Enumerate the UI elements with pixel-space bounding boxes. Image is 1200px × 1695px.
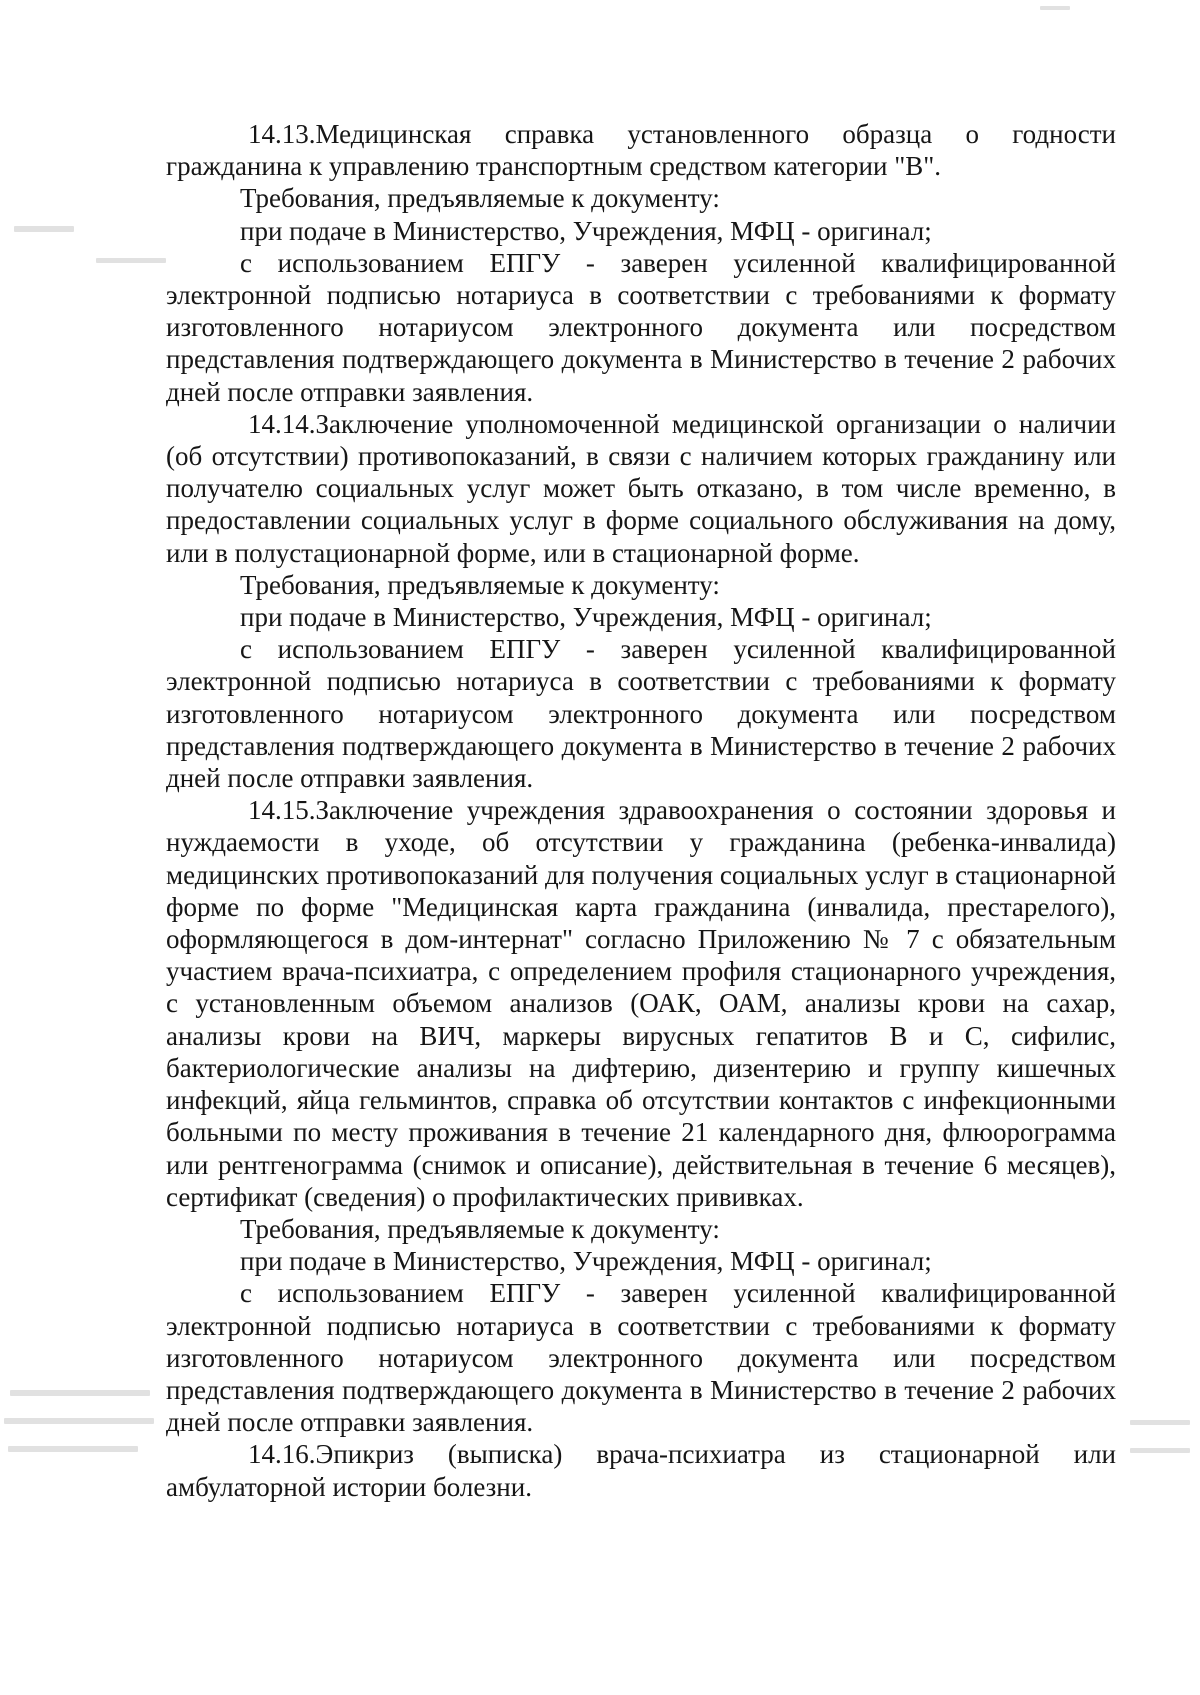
- scan-artifact: [14, 226, 74, 232]
- scan-artifact: [1130, 1448, 1190, 1453]
- requirement-original: при подаче в Министерство, Учреждения, МФЦ - оригинал;: [240, 1246, 932, 1277]
- requirement-epgu: с использованием ЕПГУ - заверен усиленной квалифицированной электронной подписью нотариуса в соответствии с требованиями к формату изготовленного нотариусом электронного документа или посредством представления подтверждающего документа в Министерство в течение 2 рабочих дней после отправки заявления.: [166, 634, 1116, 794]
- requirements-title: Требования, предъявляемые к документу:: [240, 569, 720, 600]
- requirement-epgu: с использованием ЕПГУ - заверен усиленной квалифицированной электронной подписью нотариуса в соответствии с требованиями к формату изготовленного нотариусом электронного документа или посредством представления подтверждающего документа в Министерство в течение 2 рабочих дней после отправки заявления.: [166, 247, 1116, 407]
- scan-artifact: [10, 1390, 150, 1396]
- scan-artifact: [1040, 6, 1070, 10]
- scan-artifact: [4, 1418, 154, 1424]
- scan-artifact: [1130, 1420, 1190, 1425]
- requirement-epgu: с использованием ЕПГУ - заверен усиленной квалифицированной электронной подписью нотариуса в соответствии с требованиями к формату изготовленного нотариусом электронного документа или посредством представления подтверждающего документа в Министерство в течение 2 рабочих дней после отправки заявления.: [166, 1278, 1116, 1438]
- requirements-title: Требования, предъявляемые к документу:: [240, 183, 720, 214]
- document-body: [166, 118, 1116, 1503]
- item-heading: 14.14.Заключение уполномоченной медицинской организации о наличии (об отсутствии) противопоказаний, в связи с наличием которых гражданину или получателю социальных услуг может быть отказано, в том числе временно, в предоставлении социальных услуг в форме социального обслуживания на дому, или в полустационарной форме, или в стационарной форме.: [166, 408, 1116, 568]
- requirements-title: Требования, предъявляемые к документу:: [240, 1213, 720, 1244]
- item-heading: 14.15.Заключение учреждения здравоохранения о состоянии здоровья и нуждаемости в уходе, об отсутствии у гражданина (ребенка-инвалида) медицинских противопоказаний для получения социальных услуг в стационарной форме по форме "Медицинская карта гражданина (инвалида, престарелого), оформляющегося в дом-интернат" согласно Приложению № 7 с обязательным участием врача-психиатра, с определением профиля стационарного учреждения, с установленным объемом анализов (ОАК, ОАМ, анализы крови на сахар, анализы крови на ВИЧ, маркеры вирусных гепатитов В и С, сифилис, бактериологические анализы на дифтерию, дизентерию и группу кишечных инфекций, яйца гельминтов, справка об отсутствии контактов с инфекционными больными по месту проживания в течение 21 календарного дня, флюорограмма или рентгенограмма (снимок и описание), действительная в течение 6 месяцев), сертификат (сведения) о профилактических прививках.: [166, 795, 1116, 1212]
- item-heading: 14.13.Медицинская справка установленного образца о годности гражданина к управлению транспортным средством категории "B".: [166, 119, 1116, 182]
- requirement-original: при подаче в Министерство, Учреждения, МФЦ - оригинал;: [240, 215, 932, 246]
- item-heading: 14.16.Эпикриз (выписка) врача-психиатра из стационарной или амбулаторной истории болезни.: [166, 1439, 1116, 1502]
- requirement-original: при подаче в Министерство, Учреждения, МФЦ - оригинал;: [240, 602, 932, 633]
- scan-artifact: [96, 258, 166, 263]
- scan-artifact: [8, 1446, 138, 1452]
